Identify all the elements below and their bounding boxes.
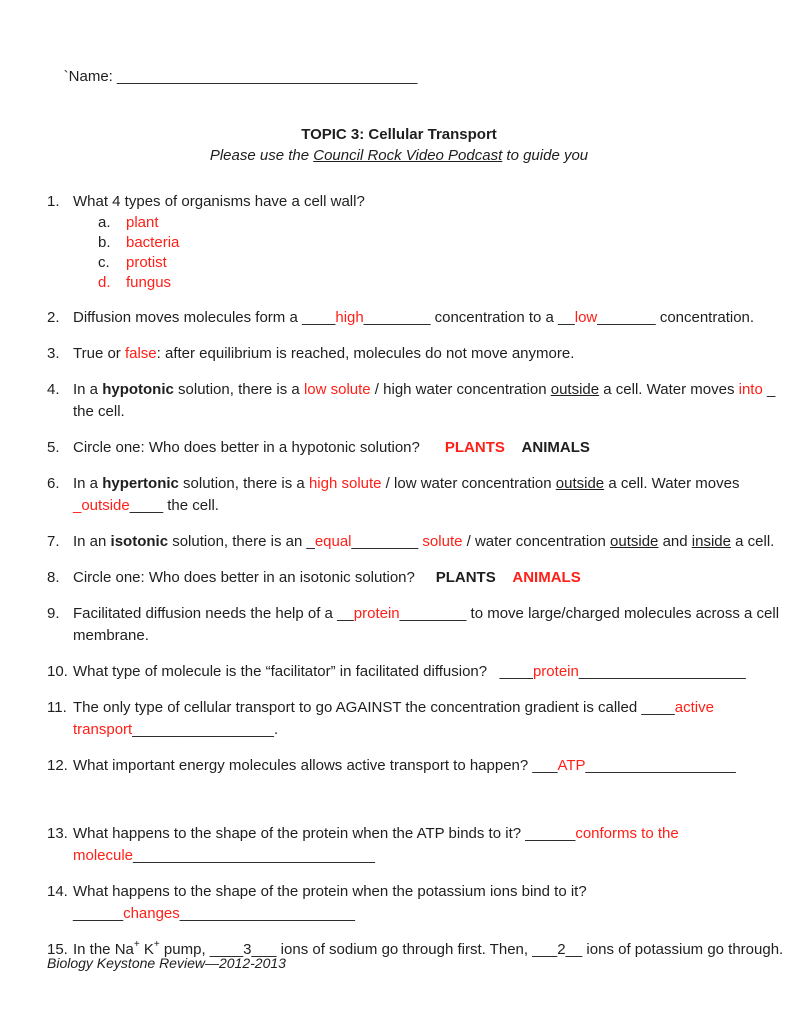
question-number: 4.: [47, 381, 60, 398]
question-number: 7.: [47, 533, 60, 550]
text-segment: inside: [691, 533, 731, 550]
text-segment: ________ concentration to a __: [363, 309, 575, 326]
text-segment: PLANTS: [435, 569, 496, 586]
questions-list: [47, 191, 784, 961]
choice-marker: c.: [98, 254, 110, 271]
question-body: [73, 823, 751, 867]
text-segment: What 4 types of organisms have a cell wall?: [73, 193, 365, 210]
question-line: [73, 343, 751, 365]
text-segment: [505, 439, 522, 456]
answer-text: protein: [353, 605, 400, 622]
answer-text: low: [574, 309, 598, 326]
question-body: [73, 379, 776, 423]
question-body: [73, 603, 780, 647]
question-line: [73, 845, 751, 867]
answer-text: bacteria: [126, 234, 180, 251]
question-body: [73, 755, 751, 777]
question-line: [73, 823, 751, 845]
question-number: 3.: [47, 345, 60, 362]
text-segment: K: [139, 941, 154, 958]
subtitle-pre: Please use the: [209, 147, 314, 164]
text-segment: Diffusion moves molecules form a ____: [73, 309, 336, 326]
name-label: `Name:: [63, 68, 118, 85]
question-body: [73, 881, 751, 925]
text-segment: outside: [610, 533, 659, 550]
question-line: [73, 379, 776, 401]
question-row: [47, 531, 775, 553]
answer-text: high solute: [308, 475, 382, 492]
question-body: [73, 343, 751, 365]
question-row: [47, 473, 751, 517]
question-number: 6.: [47, 475, 60, 492]
question-line: [73, 307, 755, 329]
question-number: 13.: [47, 825, 68, 842]
question-body: [73, 473, 751, 517]
answer-choice-row: [98, 253, 751, 273]
choice-text: [126, 233, 179, 253]
answer-text: changes: [123, 905, 180, 922]
question-body: [73, 567, 751, 589]
question-row: [47, 697, 751, 741]
text-segment: _______ concentration.: [597, 309, 755, 326]
answer-text: solute: [422, 533, 463, 550]
text-segment: solution, there is a: [178, 475, 309, 492]
answer-text: molecule: [73, 847, 134, 864]
question-body: [73, 191, 751, 293]
text-segment: Circle one: Who does better in a hypotonic solution?: [73, 439, 445, 456]
answer-choice-row: [98, 233, 751, 253]
question-line: [73, 567, 751, 589]
text-segment: In the Na: [73, 941, 134, 958]
answer-text: equal: [314, 533, 352, 550]
question-line: [73, 625, 751, 647]
text-segment: What happens to the shape of the protein when the ATP binds to it? ______: [73, 825, 576, 842]
question-row: [47, 567, 751, 589]
question-row: [47, 191, 751, 293]
question-number: 14.: [47, 883, 68, 900]
text-segment: and: [658, 533, 692, 550]
question-line: [73, 401, 751, 423]
question-line: [73, 697, 751, 719]
choice-marker: a.: [98, 214, 111, 231]
question-row: [47, 437, 751, 459]
text-segment: ______: [73, 905, 124, 922]
text-segment: / high water concentration: [370, 381, 551, 398]
answer-text: into: [738, 381, 763, 398]
question-line: [73, 755, 751, 777]
question-row: [47, 379, 776, 423]
question-number: 12.: [47, 757, 68, 774]
text-segment: Circle one: Who does better in an isotonic solution?: [73, 569, 436, 586]
text-segment: __________________: [585, 757, 736, 774]
subtitle-post: to guide you: [502, 147, 589, 164]
page-subtitle: [47, 145, 751, 166]
text-segment: In an: [73, 533, 111, 550]
answer-text: fungus: [126, 274, 172, 291]
answer-text: conforms to the: [575, 825, 679, 842]
question-row: [47, 823, 751, 867]
text-segment: ____________________: [578, 663, 746, 680]
choice-marker: b.: [98, 234, 111, 251]
question-line: [73, 473, 751, 495]
question-line: [73, 191, 751, 213]
text-segment: outside: [550, 381, 600, 398]
question-row: [47, 881, 751, 925]
text-segment: ________: [351, 533, 423, 550]
podcast-link-text: Council Rock Video Podcast: [313, 147, 503, 164]
choice-marker: d.: [98, 274, 111, 291]
text-segment: hypotonic: [102, 381, 174, 398]
answer-text: protist: [126, 254, 167, 271]
question-number: 1.: [47, 193, 60, 210]
choice-text: [126, 213, 159, 233]
text-segment: / water concentration: [462, 533, 611, 550]
text-segment: isotonic: [110, 533, 169, 550]
answer-text: active: [674, 699, 714, 716]
question-number: 9.: [47, 605, 60, 622]
answer-choice-row: [98, 273, 751, 293]
answer-text: high: [335, 309, 364, 326]
text-segment: a cell.: [730, 533, 775, 550]
text-segment: _________________.: [132, 721, 279, 738]
question-number: 10.: [47, 663, 68, 680]
question-line: [73, 719, 751, 741]
answer-text: low solute: [303, 381, 371, 398]
question-line: [73, 661, 751, 683]
question-number: 11.: [47, 699, 67, 716]
question-line: [73, 903, 751, 925]
question-row: [47, 755, 751, 777]
answer-text: ANIMALS: [512, 569, 581, 586]
text-segment: a cell. Water moves: [604, 475, 740, 492]
choice-text: [126, 273, 171, 293]
question-body: [73, 307, 755, 329]
question-body: [73, 661, 751, 683]
text-segment: Facilitated diffusion needs the help of a __: [73, 605, 354, 622]
page-title: TOPIC 3: Cellular Transport: [301, 126, 497, 143]
text-segment: True or: [73, 345, 125, 362]
text-segment: a cell. Water moves: [599, 381, 739, 398]
answer-text: ATP: [557, 757, 586, 774]
answer-text: false: [124, 345, 157, 362]
text-segment: _: [762, 381, 776, 398]
text-segment: +: [133, 939, 140, 950]
text-segment: ____ the cell.: [129, 497, 219, 514]
question-number: 5.: [47, 439, 60, 456]
question-row: [47, 661, 751, 683]
text-segment: solution, there is a: [173, 381, 304, 398]
question-body: [73, 437, 751, 459]
answer-text: _outside: [73, 497, 130, 514]
text-segment: solution, there is an _: [168, 533, 315, 550]
text-segment: ANIMALS: [521, 439, 590, 456]
question-row: [47, 603, 780, 647]
text-segment: _____________________: [179, 905, 355, 922]
answer-choice-row: [98, 213, 751, 233]
question-number: 8.: [47, 569, 60, 586]
question-number: 15.: [47, 941, 68, 958]
answer-text: transport: [73, 721, 133, 738]
question-line: [73, 531, 775, 553]
name-row: [47, 44, 751, 110]
text-segment: In a: [73, 475, 103, 492]
text-segment: What type of molecule is the “facilitator” in facilitated diffusion? ____: [73, 663, 533, 680]
text-segment: What happens to the shape of the protein when the potassium ions bind to it?: [73, 883, 587, 900]
question-body: [73, 531, 775, 553]
text-segment: In a: [73, 381, 103, 398]
question-body: [73, 697, 751, 741]
text-segment: What important energy molecules allows active transport to happen? ___: [73, 757, 558, 774]
footer-text: Biology Keystone Review—2012-2013: [47, 955, 286, 971]
answer-text: PLANTS: [444, 439, 505, 456]
text-segment: the cell.: [73, 403, 125, 420]
text-segment: [496, 569, 513, 586]
answer-text: protein: [532, 663, 579, 680]
question-row: [47, 307, 755, 329]
text-segment: +: [153, 939, 160, 950]
text-segment: _____________________________: [133, 847, 375, 864]
text-segment: / low water concentration: [381, 475, 556, 492]
text-segment: : after equilibrium is reached, molecules do not move anymore.: [156, 345, 575, 362]
question-line: [73, 437, 751, 459]
text-segment: ________ to move large/charged molecules across a cell: [399, 605, 780, 622]
question-line: [73, 603, 780, 625]
question-line: [73, 881, 751, 903]
question-number: 2.: [47, 309, 60, 326]
text-segment: hypertonic: [102, 475, 179, 492]
text-segment: membrane.: [73, 627, 149, 644]
answer-text: plant: [126, 214, 159, 231]
text-segment: outside: [555, 475, 605, 492]
text-segment: pump, ____3___ ions of sodium go through first. Then, ___2__ ions of potassium go through.: [159, 941, 784, 958]
question-line: [73, 495, 751, 517]
choice-text: [126, 253, 167, 273]
text-segment: The only type of cellular transport to go AGAINST the concentration gradient is called ____: [73, 699, 675, 716]
question-row: [47, 343, 751, 365]
name-blank-line: ____________________________________: [117, 68, 418, 85]
